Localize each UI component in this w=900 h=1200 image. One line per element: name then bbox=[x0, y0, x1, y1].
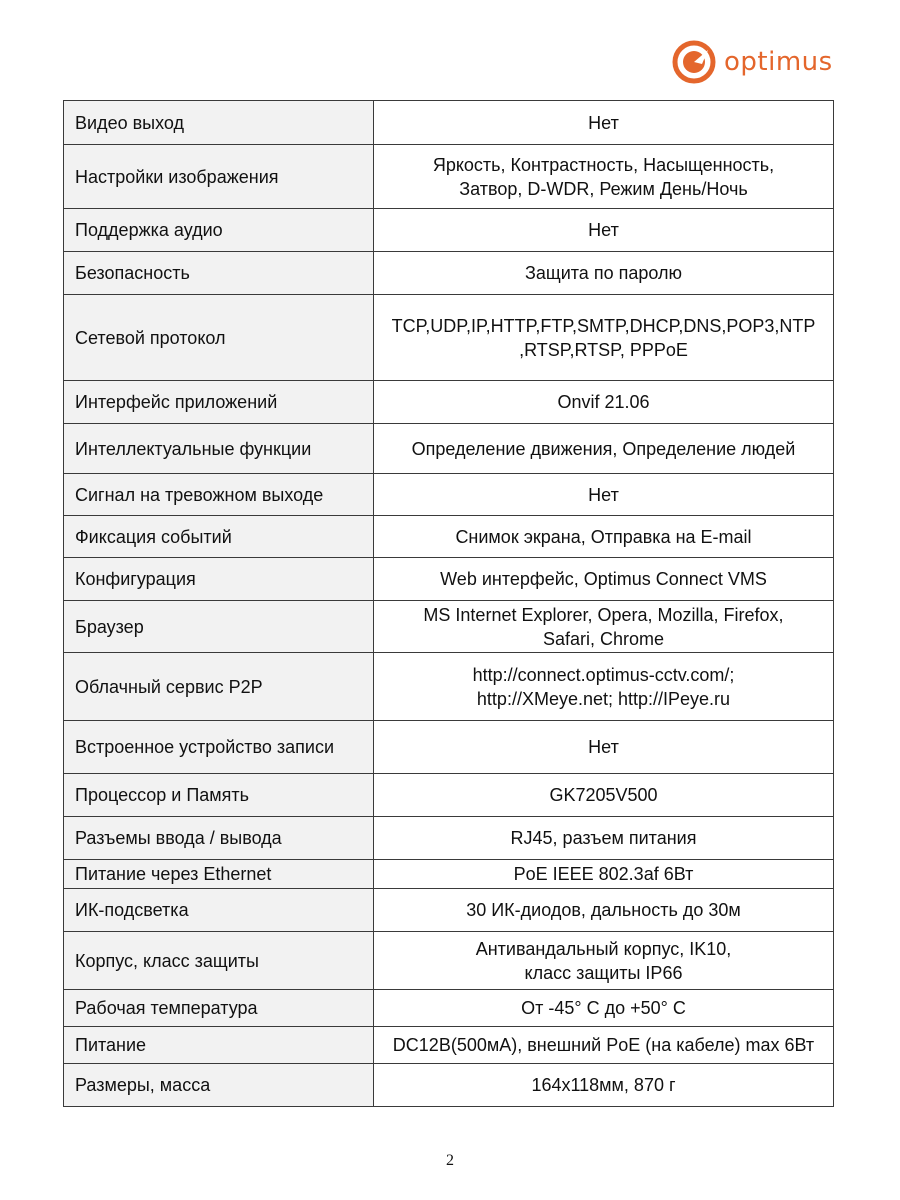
spec-param: Интерфейс приложений bbox=[64, 381, 374, 424]
spec-value-line: Нет bbox=[588, 484, 619, 505]
spec-value-line: GK7205V500 bbox=[549, 785, 658, 805]
spec-row bbox=[64, 295, 834, 381]
spec-value-line: Антивандальный корпус, IK10, bbox=[475, 938, 732, 959]
spec-value-line: Нет bbox=[588, 220, 619, 240]
spec-row bbox=[64, 252, 834, 295]
spec-value bbox=[374, 1027, 834, 1064]
spec-value-line: Web интерфейс, Optimus Connect VMS bbox=[440, 569, 767, 589]
spec-value-line: 164x118мм, 870 г bbox=[531, 1075, 676, 1095]
spec-value bbox=[374, 774, 834, 817]
spec-row bbox=[64, 516, 834, 558]
spec-row bbox=[64, 474, 834, 516]
spec-row bbox=[64, 381, 834, 424]
spec-param: Браузер bbox=[64, 601, 374, 653]
spec-table bbox=[63, 100, 834, 1107]
spec-param: Встроенное устройство записи bbox=[64, 721, 374, 774]
spec-param: Сигнал на тревожном выходе bbox=[64, 474, 374, 516]
spec-value bbox=[374, 558, 834, 601]
spec-row bbox=[64, 1027, 834, 1064]
brand-logo bbox=[672, 40, 833, 84]
spec-row bbox=[64, 558, 834, 601]
spec-value-line: класс защиты IP66 bbox=[524, 962, 683, 983]
spec-value-line: Защита по паролю bbox=[525, 263, 682, 283]
spec-value bbox=[374, 381, 834, 424]
spec-value bbox=[374, 145, 834, 209]
spec-value bbox=[374, 101, 834, 145]
page-number: 2 bbox=[446, 1152, 454, 1169]
spec-param: Поддержка аудио bbox=[64, 209, 374, 252]
spec-param: Интеллектуальные функции bbox=[64, 424, 374, 474]
spec-value-line: Снимок экрана, Отправка на E-mail bbox=[455, 526, 752, 547]
spec-row bbox=[64, 721, 834, 774]
spec-param: Конфигурация bbox=[64, 558, 374, 601]
spec-value bbox=[374, 424, 834, 474]
spec-value-line: http://connect.optimus-cctv.com/; bbox=[472, 664, 735, 685]
spec-value-line: RJ45, разъем питания bbox=[510, 828, 697, 848]
spec-param: Рабочая температура bbox=[64, 990, 374, 1027]
spec-value bbox=[374, 932, 834, 990]
spec-value-line: Onvif 21.06 bbox=[557, 392, 650, 412]
spec-param: Видео выход bbox=[64, 101, 374, 145]
spec-row bbox=[64, 1064, 834, 1107]
spec-value-line: http://XMeye.net; http://IPeye.ru bbox=[476, 688, 731, 709]
spec-value-line: ,RTSP,RTSP, PPPoE bbox=[519, 339, 688, 360]
spec-value-line: Нет bbox=[588, 112, 619, 133]
spec-value bbox=[374, 209, 834, 252]
spec-row bbox=[64, 209, 834, 252]
spec-row bbox=[64, 932, 834, 990]
spec-param: Разъемы ввода / вывода bbox=[64, 817, 374, 860]
spec-row bbox=[64, 145, 834, 209]
spec-value bbox=[374, 653, 834, 721]
spec-row bbox=[64, 653, 834, 721]
spec-value bbox=[374, 252, 834, 295]
spec-value bbox=[374, 1064, 834, 1107]
spec-value bbox=[374, 817, 834, 860]
brand-name: optimus bbox=[724, 47, 833, 77]
spec-row bbox=[64, 990, 834, 1027]
spec-value bbox=[374, 516, 834, 558]
spec-value-line: PoE IEEE 802.3af 6Вт bbox=[513, 864, 694, 884]
spec-param: Питание через Ethernet bbox=[64, 860, 374, 889]
spec-value-line: Нет bbox=[588, 737, 619, 757]
spec-value bbox=[374, 860, 834, 889]
spec-param: Процессор и Память bbox=[64, 774, 374, 817]
spec-value-line: DC12В(500мА), внешний PoE (на кабеле) max 6Вт bbox=[392, 1035, 815, 1055]
spec-value-line: Затвор, D-WDR, Режим День/Ночь bbox=[459, 178, 748, 199]
spec-param: Питание bbox=[64, 1027, 374, 1064]
spec-param: Фиксация событий bbox=[64, 516, 374, 558]
spec-value-line: Определение движения, Определение людей bbox=[411, 438, 796, 459]
spec-value-line: Яркость, Контрастность, Насыщенность, bbox=[432, 154, 775, 175]
spec-row bbox=[64, 817, 834, 860]
spec-value-line: TCP,UDP,IP,HTTP,FTP,SMTP,DHCP,DNS,POP3,NTP bbox=[391, 315, 816, 336]
spec-param: ИК-подсветка bbox=[64, 889, 374, 932]
spec-row bbox=[64, 601, 834, 653]
spec-row bbox=[64, 889, 834, 932]
spec-row bbox=[64, 774, 834, 817]
spec-param: Безопасность bbox=[64, 252, 374, 295]
spec-value bbox=[374, 721, 834, 774]
spec-value-line: MS Internet Explorer, Opera, Mozilla, Firefox, bbox=[423, 604, 784, 625]
spec-param: Корпус, класс защиты bbox=[64, 932, 374, 990]
spec-row bbox=[64, 424, 834, 474]
optimus-logo-icon bbox=[672, 40, 716, 84]
spec-row bbox=[64, 860, 834, 889]
spec-value-line: Safari, Chrome bbox=[542, 628, 665, 649]
spec-value bbox=[374, 990, 834, 1027]
spec-value bbox=[374, 474, 834, 516]
spec-param: Сетевой протокол bbox=[64, 295, 374, 381]
spec-param: Размеры, масса bbox=[64, 1064, 374, 1107]
spec-value bbox=[374, 601, 834, 653]
spec-value-line: 30 ИК-диодов, дальность до 30м bbox=[466, 900, 741, 920]
spec-value bbox=[374, 295, 834, 381]
spec-param: Настройки изображения bbox=[64, 145, 374, 209]
spec-value bbox=[374, 889, 834, 932]
spec-param: Облачный сервис P2P bbox=[64, 653, 374, 721]
spec-value-line: От -45° С до +50° С bbox=[521, 998, 686, 1018]
spec-row bbox=[64, 101, 834, 145]
